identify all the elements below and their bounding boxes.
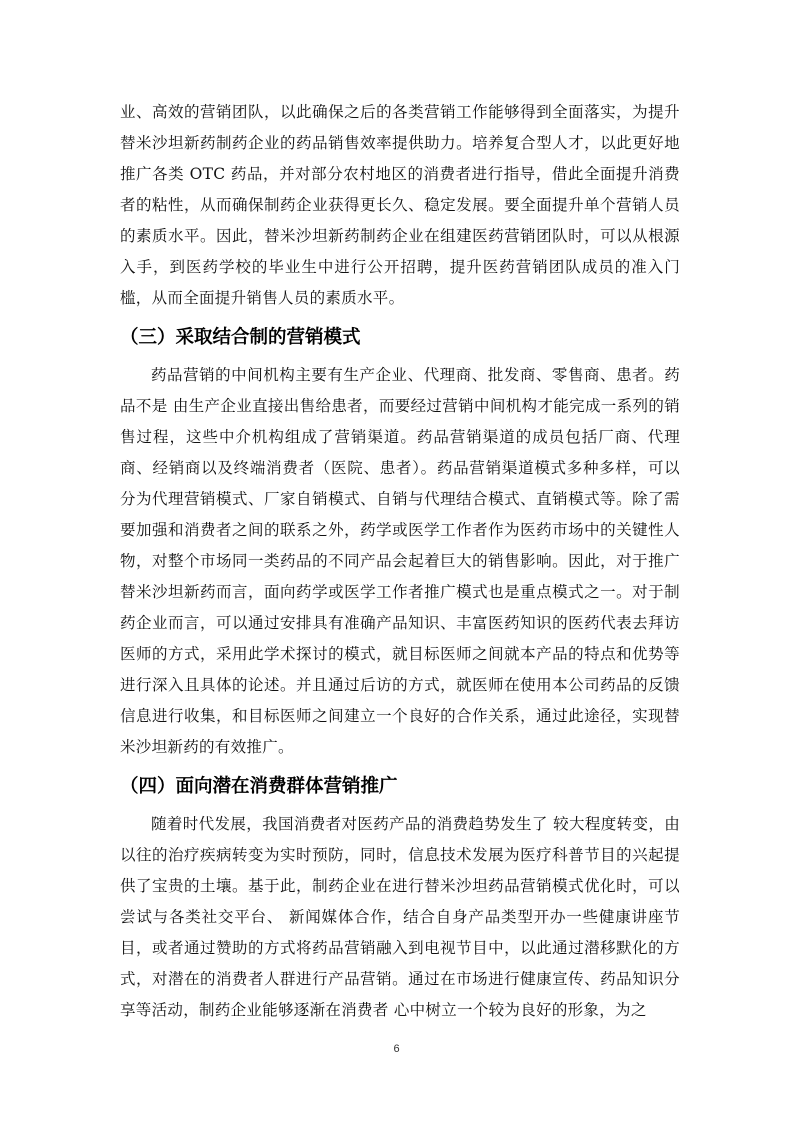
- document-body: [120, 97, 680, 1026]
- body-paragraph-potential-consumers: 随着时代发展，我国消费者对医药产品的消费趋势发生了 较大程度转变，由以往的治疗疾病转变为实时预防，同时，信息技术发展为医疗科普节目的兴起提供了宝贵的土壤。基于此，制药企业在进行替米沙坦药品营销模式优化时，可以尝试与各类社交平台、 新闻媒体合作，结合自身产品类型开办一些健康讲座节目，或者通过赞助的方式将药品营销融入到电视节目中，以此通过潜移默化的方式，对潜在的消费者人群进行产品营销。通过在市场进行健康宣传、药品知识分享等活动，制药企业能够逐渐在消费者 心中树立一个较为良好的形象，为之: [120, 815, 680, 1019]
- section-heading-3: （三）采取结合制的营销模式: [120, 327, 361, 348]
- body-paragraph-continued: 业、高效的营销团队，以此确保之后的各类营销工作能够得到全面落实，为提升替米沙坦新药制药企业的药品销售效率提供助力。培养复合型人才，以此更好地推广各类 OTC 药品，并对部分农村地区的消费者进行指导，借此全面提升消费者的粘性，从而确保制药企业获得更长久、稳定发展。要全面提升单个营销人员的素质水平。因此，替米沙坦新药制药企业在组建医药营销团队时，可以从根源入手，到医药学校的毕业生中进行公开招聘，提升医药营销团队成员的准入门槛，从而全面提升销售人员的素质水平。: [120, 103, 680, 307]
- body-paragraph-marketing-mode: 药品营销的中间机构主要有生产企业、代理商、批发商、零售商、患者。药品不是 由生产企业直接出售给患者，而要经过营销中间机构才能完成一系列的销售过程，这些中介机构组成了营销渠道。药品营销渠道的成员包括厂商、代理商、经销商以及终端消费者（医院、患者）。药品营销渠道模式多种多样，可以分为代理营销模式、厂家自销模式、自销与代理结合模式、直销模式等。除了需要加强和消费者之间的联系之外，药学或医学工作者作为医药市场中的关键性人物，对整个市场同一类药品的不同产品会起着巨大的销售影响。因此，对于推广替米沙坦新药而言，面向药学或医学工作者推广模式也是重点模式之一。对于制药企业而言，可以通过安排具有准确产品知识、丰富医药知识的医药代表去拜访医师的方式，采用此学术探讨的模式，就目标医师之间就本产品的特点和优势等进行深入且具体的论述。并且通过后访的方式，就医师在使用本公司药品的反馈信息进行收集，和目标医师之间建立一个良好的合作关系，通过此途径，实现替米沙坦新药的有效推广。: [120, 366, 680, 756]
- page-number: 6: [393, 1043, 400, 1055]
- section-heading-4: （四）面向潜在消费群体营销推广: [120, 776, 398, 797]
